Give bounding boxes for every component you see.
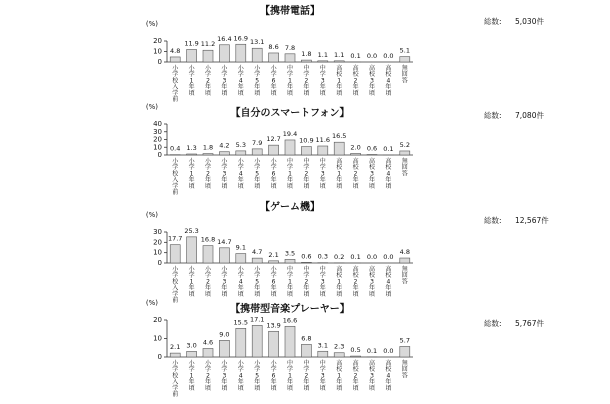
bar-value-label: 0.1 [350,52,360,60]
bar-value-label: 2.1 [170,343,180,351]
x-category-label: 高校 1 年頃 [336,157,343,190]
x-category-label: 高校 3 年頃 [369,359,376,392]
x-category-label: 小学 6 年頃 [271,157,278,190]
x-category-label: 中学 1 年頃 [287,157,293,190]
y-tick-label: 30 [153,128,162,136]
bar [318,146,328,155]
y-tick-label: 20 [153,238,162,246]
x-category-label: 高校 4 年頃 [385,157,392,190]
bar-value-label: 25.3 [184,227,198,235]
bar-value-label: 0.0 [367,253,377,261]
bar-value-label: 17.1 [250,315,264,323]
bar-value-label: 0.6 [367,145,377,153]
bar-value-label: 9.1 [236,244,246,252]
bar [219,340,229,357]
bar [351,356,361,357]
y-tick-label: 20 [153,136,162,144]
bar-value-label: 1.8 [203,144,213,152]
bar-value-label: 16.9 [234,34,248,42]
total-count-value: 7,080件 [515,110,544,120]
bar-value-label: 5.7 [400,336,410,344]
bar-value-label: 4.7 [252,248,262,256]
x-category-label: 高校 2 年頃 [353,265,360,298]
bar [252,258,262,263]
bar [301,262,311,263]
y-tick-label: 0 [158,353,162,361]
x-category-label: 中学 2 年頃 [303,359,309,392]
total-count-label: 総数: [484,16,502,26]
chart-title: 【携帯電話】 [260,4,320,17]
x-category-label: 高校 2 年頃 [353,64,360,97]
bar [285,54,295,62]
bar-value-label: 10.9 [299,137,313,145]
x-category-label: 中学 3 年頃 [320,265,326,298]
y-tick-label: 20 [153,316,162,324]
bar-value-label: 0.4 [170,145,180,153]
bar [301,147,311,155]
chart-panel-0 [146,4,545,103]
bar-value-label: 8.6 [268,43,278,51]
bar [219,152,229,155]
bar [318,351,328,357]
bar-value-label: 11.6 [316,136,330,144]
x-category-label: 中学 1 年頃 [287,359,293,392]
bar-value-label: 11.9 [184,40,198,48]
x-category-label: 高校 3 年頃 [369,157,376,190]
bar-value-label: 5.3 [236,141,246,149]
x-category-label: 小学 2 年頃 [205,265,212,298]
bar [351,153,361,155]
x-category-label: 小学 2 年頃 [205,359,212,392]
x-category-label: 小学 2 年頃 [205,64,212,97]
bar-value-label: 9.0 [219,330,229,338]
x-category-label: 小学校入学前 [172,64,179,103]
x-category-label: 高校 1 年頃 [336,64,343,97]
x-category-label: 中学 3 年頃 [320,359,326,392]
y-axis-unit-label: (%) [146,211,158,219]
bar [285,140,295,155]
y-axis-unit-label: (%) [146,20,158,28]
bar [334,142,344,155]
x-category-label: 中学 2 年頃 [303,265,309,298]
chart-title: 【ゲーム機】 [260,200,320,213]
bar [219,248,229,263]
bar-value-label: 1.3 [186,144,196,152]
bar-value-label: 0.0 [383,52,393,60]
bar-value-label: 16.6 [283,316,297,324]
bar [203,348,213,357]
total-count-label: 総数: [484,318,502,328]
total-count-label: 総数: [484,110,502,120]
bar-value-label: 3.0 [186,341,196,349]
bar-value-label: 4.2 [219,142,229,150]
bar [170,57,180,62]
x-category-label: 小学 5 年頃 [254,64,261,97]
bar-value-label: 0.0 [367,52,377,60]
bar-value-label: 13.1 [250,38,264,46]
bar-value-label: 14.7 [217,238,231,246]
bar [203,50,213,62]
x-category-label: 小学 4 年頃 [238,157,245,190]
x-category-label: 小学 5 年頃 [254,359,261,392]
total-count-label: 総数: [484,215,502,225]
bar [252,48,262,62]
total-count-value: 5,767件 [515,318,544,328]
chart-panel-2 [146,200,549,304]
x-category-label: 小学校入学前 [172,359,179,398]
bar [187,351,197,357]
bar-value-label: 0.0 [383,253,393,261]
x-category-label: 高校 3 年頃 [369,265,376,298]
bar [285,326,295,357]
bar-value-label: 0.0 [383,347,393,355]
bar-value-label: 2.0 [350,143,360,151]
bar-value-label: 5.2 [400,141,410,149]
bar [170,353,180,357]
bar-value-label: 16.4 [217,35,231,43]
bar [187,50,197,62]
bar-value-label: 0.2 [334,253,344,261]
bar-value-label: 15.5 [234,318,248,326]
bar-value-label: 17.7 [168,235,182,243]
total-count-value: 5,030件 [515,16,544,26]
x-category-label: 小学 5 年頃 [254,265,261,298]
bar-value-label: 11.2 [201,40,215,48]
bar [334,61,344,62]
x-category-label: 小学 5 年頃 [254,157,261,190]
x-category-label: 小学校入学前 [172,265,179,304]
bar [252,149,262,155]
bar-value-label: 0.6 [301,252,311,260]
x-category-label: 無回答 [402,265,409,285]
x-category-label: 高校 4 年頃 [385,64,392,97]
x-category-label: 中学 1 年頃 [287,64,293,97]
y-tick-label: 0 [158,58,162,66]
bar [400,258,410,263]
bar [285,259,295,263]
x-category-label: 小学 1 年頃 [189,64,196,97]
bar-value-label: 3.5 [285,249,295,257]
x-category-label: 高校 1 年頃 [336,265,343,298]
bar-value-label: 1.1 [318,51,328,59]
x-category-label: 小学 3 年頃 [221,359,228,392]
bar [269,53,279,62]
x-category-label: 小学 6 年頃 [271,64,278,97]
y-tick-label: 30 [153,228,162,236]
x-category-label: 中学 2 年頃 [303,64,309,97]
bar-value-label: 16.5 [332,132,346,140]
bar [318,61,328,62]
bar [269,145,279,155]
x-category-label: 小学 3 年頃 [221,157,228,190]
bar-value-label: 0.1 [367,347,377,355]
x-category-label: 高校 2 年頃 [353,359,360,392]
bar [400,151,410,155]
bar-value-label: 1.1 [334,51,344,59]
x-category-label: 高校 1 年頃 [336,359,343,392]
bar [301,60,311,62]
bar [269,261,279,263]
x-category-label: 小学 4 年頃 [238,359,245,392]
bar-value-label: 2.3 [334,343,344,351]
chart-panel-1 [146,103,545,196]
y-tick-label: 10 [153,335,162,343]
bar [187,154,197,155]
x-category-label: 中学 1 年頃 [287,265,293,298]
x-category-label: 小学 1 年頃 [189,157,196,190]
bar [236,254,246,263]
chart-title: 【携帯型音楽プレーヤー】 [230,302,350,315]
x-category-label: 中学 3 年頃 [320,64,326,97]
bar [334,353,344,357]
total-count-value: 12,567件 [515,215,549,225]
bar [170,245,180,263]
bar [236,328,246,357]
bar-value-label: 0.1 [350,253,360,261]
x-category-label: 無回答 [402,64,409,84]
x-category-label: 小学 3 年頃 [221,64,228,97]
y-axis-unit-label: (%) [146,299,158,307]
x-category-label: 中学 3 年頃 [320,157,326,190]
bar [269,331,279,357]
bar [203,154,213,155]
bar [236,151,246,155]
bar [252,325,262,357]
y-tick-label: 40 [153,120,162,128]
x-category-label: 小学 3 年頃 [221,265,228,298]
y-tick-label: 0 [158,151,162,159]
bar-value-label: 0.3 [318,253,328,261]
x-category-label: 高校 4 年頃 [385,265,392,298]
bar [203,246,213,263]
bar-value-label: 7.9 [252,139,262,147]
chart-panel-3 [146,299,545,398]
y-tick-label: 10 [153,249,162,257]
bar-value-label: 16.8 [201,236,215,244]
bar-value-label: 7.8 [285,44,295,52]
bar [219,45,229,62]
bar-value-label: 19.4 [283,130,297,138]
x-category-label: 無回答 [402,157,409,177]
bar-value-label: 12.7 [266,135,280,143]
bar-value-label: 2.1 [268,251,278,259]
y-tick-label: 10 [153,48,162,56]
x-category-label: 小学 4 年頃 [238,64,245,97]
bar [187,237,197,263]
bar [236,44,246,62]
y-tick-label: 10 [153,143,162,151]
bar [400,57,410,62]
bar-value-label: 13.9 [266,321,280,329]
chart-title: 【自分のスマートフォン】 [231,106,350,119]
x-category-label: 無回答 [402,359,409,379]
bar-value-label: 4.6 [203,338,213,346]
x-category-label: 小学 1 年頃 [189,265,196,298]
x-category-label: 高校 2 年頃 [353,157,360,190]
y-tick-label: 20 [153,37,162,45]
bar-value-label: 1.8 [301,50,311,58]
x-category-label: 小学校入学前 [172,157,179,196]
bar-value-label: 4.8 [400,248,410,256]
x-category-label: 高校 3 年頃 [369,64,376,97]
x-category-label: 高校 4 年頃 [385,359,392,392]
bar-value-label: 0.5 [350,346,360,354]
y-tick-label: 0 [158,259,162,267]
x-category-label: 小学 2 年頃 [205,157,212,190]
x-category-label: 中学 2 年頃 [303,157,309,190]
bar-value-label: 4.8 [170,47,180,55]
bar-value-label: 6.8 [301,334,311,342]
x-category-label: 小学 6 年頃 [271,265,278,298]
y-axis-unit-label: (%) [146,103,158,111]
x-category-label: 小学 1 年頃 [189,359,196,392]
bar-value-label: 5.1 [400,47,410,55]
bar-value-label: 3.1 [318,341,328,349]
bar [400,346,410,357]
x-category-label: 小学 6 年頃 [271,359,278,392]
bar-value-label: 0.1 [383,145,393,153]
x-category-label: 小学 4 年頃 [238,265,245,298]
bar [301,344,311,357]
